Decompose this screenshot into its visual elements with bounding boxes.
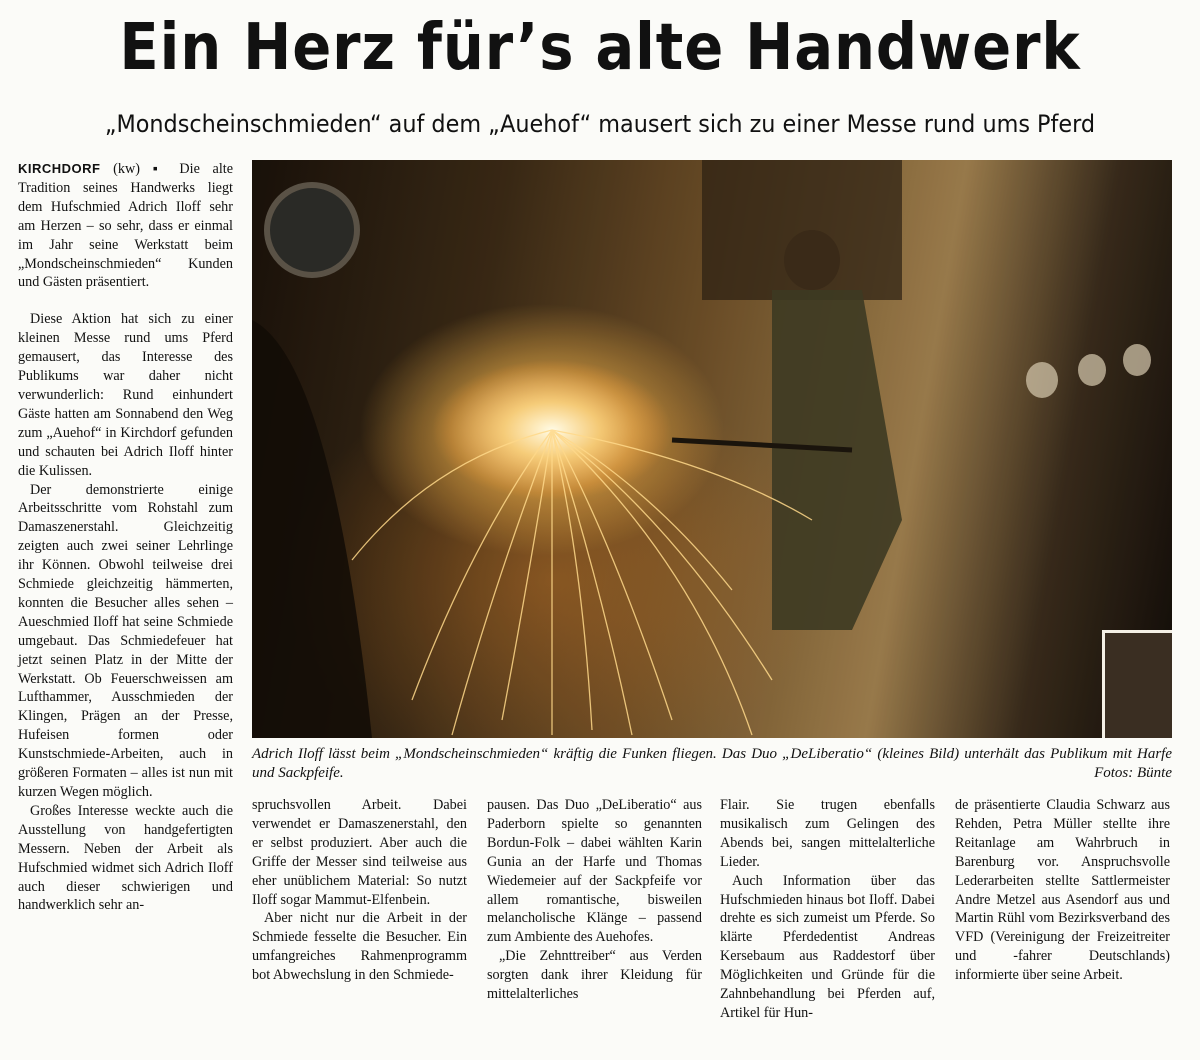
paragraph: „Die Zehnttreiber“ aus Verden sorgten dank ihrer Kleidung für mittelalterliches xyxy=(487,948,702,1003)
paragraph-continued: pausen. Das Duo „DeLiberatio“ aus Paderborn spielte so genannten Bordun-Folk – dabei wählten Karin Gunia an der Harfe und Thomas Wiedemeier auf der Sackpfeife vor allem romantische, bisweilen melancholische Klänge – passend zum Ambiente des Auehofes. xyxy=(487,797,702,946)
article-column-3 xyxy=(487,796,702,1004)
photo-caption xyxy=(252,745,1172,783)
photo-credit: Fotos: Bünte xyxy=(1094,765,1172,781)
paragraph-continued: spruchsvollen Arbeit. Dabei verwendet er Damaszenerstahl, den er selbst produziert. Aber auch die Griffe der Messer sind teilweise aus eher unüblichem Material: So nutzt Iloff sogar Mammut-Elfenbein. xyxy=(252,797,467,908)
article-column-2 xyxy=(252,796,467,985)
paragraph: Aber nicht nur die Arbeit in der Schmiede fesselte die Besucher. Ein umfangreiches Rahmenprogramm bot Abwechslung in den Schmiede- xyxy=(252,910,467,984)
paragraph: Auch Information über das Hufschmieden hinaus bot Iloff. Dabei drehte es sich zumeist um Pferde. So klärte Pferdedentist Andreas Kersebaum aus Raddestorf über Möglichkeiten und Gründe für die Zahnbehandlung bei Pferden auf, Artikel für Hun- xyxy=(720,872,935,1021)
lead-paragraph xyxy=(18,160,233,292)
paragraph-continued: de präsentierte Claudia Schwarz aus Rehden, Petra Müller stellte ihre Reitanlage am Wahrbruch in Barenburg vor. Anspruchsvolle Lederarbeiten stellte Sattlermeister Andre Metzel aus Asendorf aus und Martin Rühl vom Bezirksverband des VFD (Vereinigung der Freizeitreiter und -fahrer Deutschlands) informierte über seine Arbeit. xyxy=(955,797,1170,984)
lead-intro: Die alte xyxy=(179,161,234,177)
main-photo-forge-sparks xyxy=(252,160,1172,738)
paragraph-continued: Flair. Sie trugen ebenfalls musikalisch zum Gelingen des Abends bei, sangen mittelalterliche Lieder. xyxy=(720,797,935,870)
dateline: KIRCHDORF xyxy=(18,161,101,176)
article-column-5 xyxy=(955,796,1170,985)
subheadline: „Mondscheinschmieden“ auf dem „Auehof“ mausert sich zu einer Messe rund ums Pferd xyxy=(104,110,1096,138)
sparks-illustration xyxy=(252,160,1172,738)
wall-emblem xyxy=(267,185,357,275)
article-column-1 xyxy=(18,160,233,915)
headline: Ein Herz für’s alte Handwerk xyxy=(119,11,1081,85)
inset-photo-duo xyxy=(1102,630,1172,738)
byline: (kw) ▪ xyxy=(113,161,167,177)
paragraph: Diese Aktion hat sich zu einer kleinen Messe rund ums Pferd gemausert, das Interesse des Publikums war daher nicht verwunderlich: Rund einhundert Gäste hatten am Sonnabend den Weg zum „Auehof“ in Kirchdorf gefunden und schauten bei Adrich Iloff hinter die Kulissen. xyxy=(18,311,233,479)
caption-text: Adrich Iloff lässt beim „Mondscheinschmieden“ kräftig die Funken fliegen. Das Duo „DeLiberatio“ (kleines Bild) unterhält das Publikum mit Harfe und Sackpfeife. xyxy=(252,746,1172,781)
paragraph: Großes Interesse weckte auch die Ausstellung von handgefertigten Messern. Neben der Arbeit als Hufschmied widmet sich Adrich Iloff auch dieser schwierigen und handwerklich sehr an- xyxy=(18,802,233,914)
lead-text: Tradition seines Handwerks liegt dem Hufschmied Adrich Iloff sehr am Herzen – so sehr, dass er einmal im Jahr seine Werkstatt beim „Mondscheinschmieden“ Kunden und Gästen präsentiert. xyxy=(18,179,233,291)
duo-illustration xyxy=(1105,633,1172,738)
article-column-4 xyxy=(720,796,935,1023)
blacksmith-head xyxy=(784,230,840,290)
paragraph: Der demonstrierte einige Arbeitsschritte vom Rohstahl zum Damaszenerstahl. Gleichzeitig zeigten auch zwei seiner Lehrlinge ihr Können. Obwohl teilweise drei Schmiede gleichzeitig hämmerten, konnten die Besucher alles sehen – Aueschmied Iloff hat seine Schmiede umgebaut. Das Schmiedefeuer hat jetzt seinen Platz in der Mitte der Werkstatt. Ob Feuerschweissen am Lufthammer, Ausschmieden der Klingen, Prägen an der Presse, Hufeisen formen oder Kunstschmiede-Arbeiten, auch in größeren Formaten – alles ist nun mit kurzen Wegen möglich. xyxy=(18,481,233,800)
